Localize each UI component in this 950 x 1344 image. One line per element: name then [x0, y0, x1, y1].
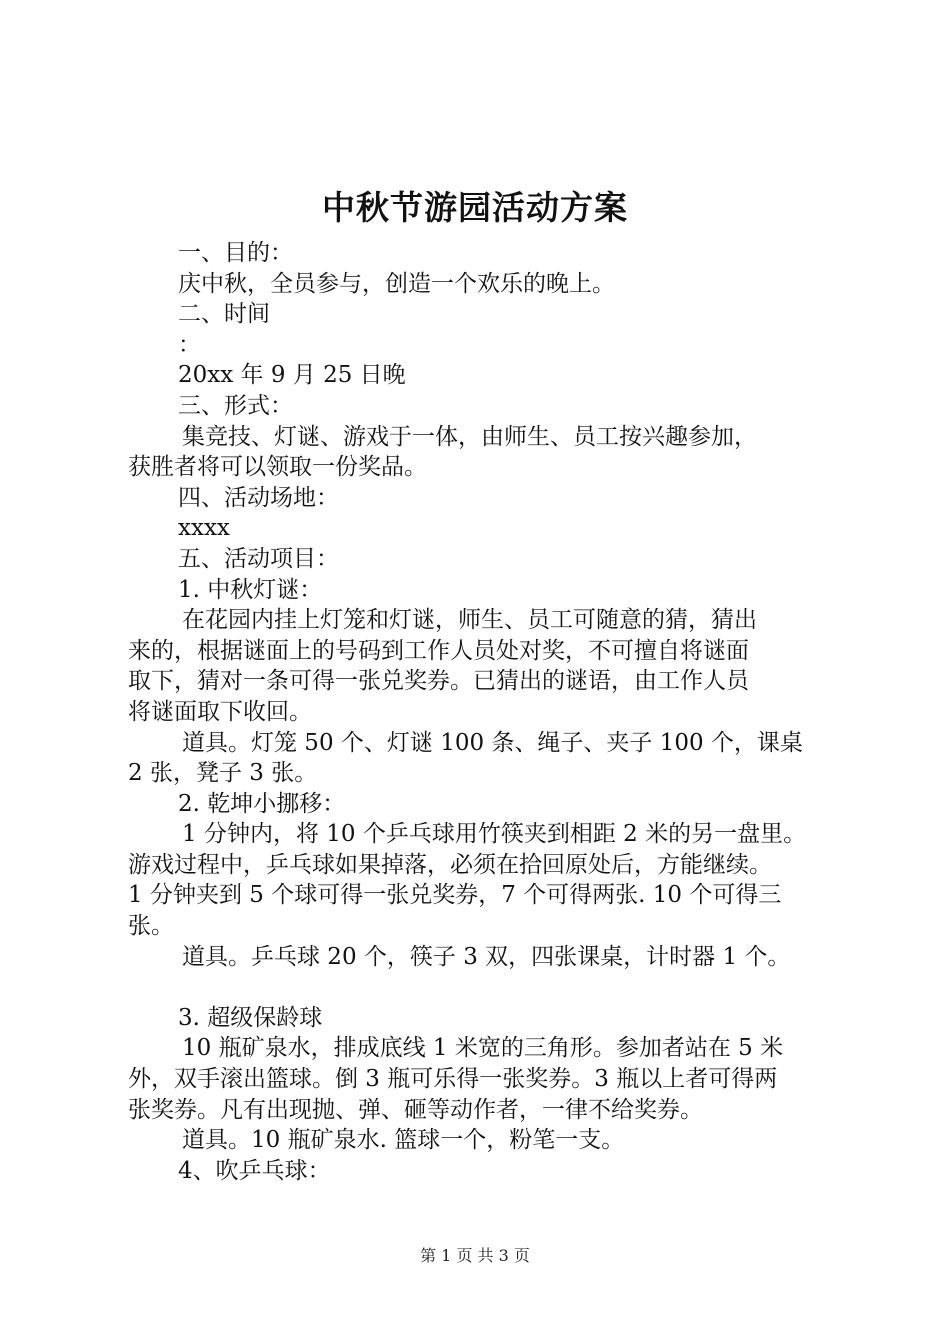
- paragraph-riddles-line-4: 将谜面取下收回。: [128, 698, 312, 725]
- page-title: 中秋节游园活动方案: [322, 188, 628, 227]
- paragraph-riddles-line-1: 在花园内挂上灯笼和灯谜，师生、员工可随意的猜，猜出: [182, 607, 757, 634]
- paragraph-purpose: 庆中秋，全员参与，创造一个欢乐的晚上。: [178, 270, 615, 297]
- props-riddles-line-1: 道具。灯笼 50 个、灯谜 100 条、绳子、夹子 100 个，课桌: [182, 729, 803, 756]
- paragraph-transfer-line-1: 1 分钟内，将 10 个乒乓球用竹筷夹到相距 2 米的另一盘里。: [182, 821, 807, 848]
- section-heading-items: 五、活动项目：: [178, 545, 339, 572]
- time-value: 20xx 年 9 月 25 日晚: [178, 362, 406, 389]
- item-heading-lantern-riddles: 1. 中秋灯谜：: [178, 576, 323, 603]
- paragraph-bowling-line-3: 张奖券。凡有出现抛、弹、砸等动作者，一律不给奖券。: [128, 1096, 703, 1123]
- item-heading-blow-ball: 4、吹乒乓球：: [178, 1157, 331, 1184]
- item-heading-transfer: 2. 乾坤小挪移：: [178, 790, 346, 817]
- section-heading-venue: 四、活动场地：: [178, 484, 339, 511]
- paragraph-bowling-line-1: 10 瓶矿泉水，排成底线 1 米宽的三角形。参加者站在 5 米: [182, 1035, 784, 1062]
- paragraph-riddles-line-3: 取下，猜对一条可得一张兑奖券。已猜出的谜语，由工作人员: [128, 668, 749, 695]
- paragraph-format-line-2: 获胜者将可以领取一份奖品。: [128, 454, 427, 481]
- time-colon: ：: [178, 331, 201, 358]
- props-bowling: 道具。10 瓶矿泉水. 篮球一个，粉笔一支。: [182, 1127, 625, 1154]
- blank-line: [128, 972, 838, 1003]
- paragraph-transfer-line-4: 张。: [128, 913, 174, 940]
- props-transfer: 道具。乒乓球 20 个，筷子 3 双，四张课桌，计时器 1 个。: [182, 943, 791, 970]
- section-heading-purpose: 一、目的：: [178, 240, 293, 266]
- paragraph-transfer-line-3: 1 分钟夹到 5 个球可得一张兑奖券，7 个可得两张. 10 个可得三: [128, 882, 782, 909]
- paragraph-format-line-1: 集竞技、灯谜、游戏于一体，由师生、员工按兴趣参加，: [182, 423, 757, 450]
- document-body: [128, 238, 838, 1186]
- venue-value: xxxx: [178, 515, 230, 542]
- page-footer: 第 1 页 共 3 页: [420, 1246, 530, 1265]
- paragraph-riddles-line-2: 来的，根据谜面上的号码到工作人员处对奖，不可擅自将谜面: [128, 637, 749, 664]
- section-heading-format: 三、形式：: [178, 392, 293, 419]
- props-riddles-line-2: 2 张，凳子 3 张。: [128, 760, 318, 787]
- paragraph-transfer-line-2: 游戏过程中，乒乓球如果掉落，必须在拾回原处后，方能继续。: [128, 851, 772, 878]
- item-heading-bowling: 3. 超级保龄球: [178, 1004, 323, 1031]
- paragraph-bowling-line-2: 外，双手滚出篮球。倒 3 瓶可乐得一张奖券。3 瓶以上者可得两: [128, 1066, 778, 1093]
- section-heading-time: 二、时间: [178, 301, 270, 328]
